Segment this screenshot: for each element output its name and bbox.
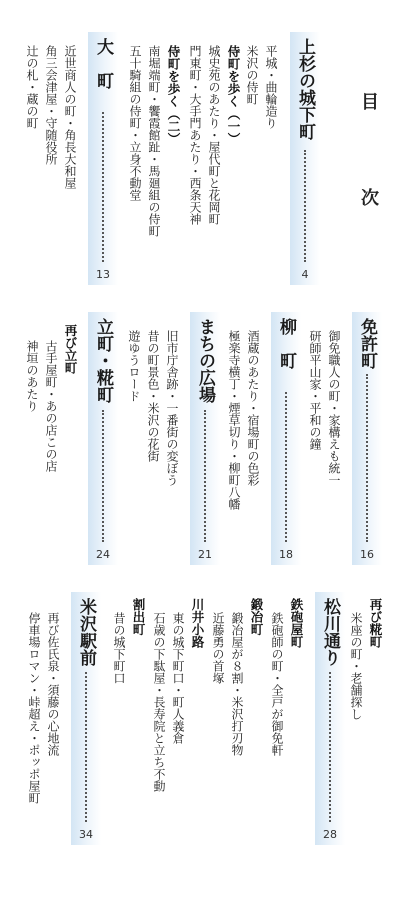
subsection-heading: 割出町	[131, 598, 146, 636]
list-item: 再び佐氏泉・須藤の心地流	[46, 612, 60, 756]
chapter-title: まちの広場	[195, 318, 215, 403]
list-item: 米沢の侍町	[245, 45, 259, 105]
chapter-title: 上杉の城下町	[295, 38, 315, 140]
subsection-heading: 鍛冶町	[249, 598, 264, 636]
list-item: 研師平山家・平和の鐘	[308, 330, 322, 450]
subsection-heading: 侍町を歩く（二）	[166, 45, 181, 145]
chapter-tatemachi[interactable]	[88, 312, 118, 565]
page-number: 18	[279, 548, 293, 561]
leader-dots	[366, 374, 368, 542]
chapter-title: 松川通り	[320, 598, 340, 666]
list-item: 近藤勇の首塚	[211, 612, 225, 684]
chapter-title: 大 町	[93, 38, 113, 89]
subsection-heading: 再び立町	[63, 324, 78, 374]
list-item: 城史苑のあたり・屋代町と花岡町	[207, 45, 221, 225]
chapter-matsukawa[interactable]	[315, 592, 345, 845]
chapter-machi[interactable]	[190, 312, 220, 565]
list-item: 門東町・大手門あたり・西条天神	[188, 45, 202, 225]
chapter-title: 免許町	[357, 318, 377, 369]
subsection-heading: 侍町を歩く（一）	[226, 45, 241, 145]
chapter-uesugi[interactable]	[290, 32, 320, 285]
list-item: 辻の札・蔵の町	[25, 45, 39, 129]
chapter-menkyo[interactable]	[352, 312, 382, 565]
leader-dots	[204, 410, 206, 542]
list-item: 遊ゆうロード	[127, 330, 141, 402]
list-item: 五十騎組の侍町・立身不動堂	[128, 45, 142, 201]
list-item: 昔の町景色・米沢の花街	[146, 330, 160, 462]
chapter-yanagi[interactable]	[271, 312, 301, 565]
chapter-title: 立町・糀町	[93, 318, 113, 403]
list-item: 停車場ロマン・峠超え・ポッポ屋町	[27, 612, 41, 804]
chapter-title: 米沢駅前	[76, 598, 96, 666]
list-item: 平城・曲輪造り	[264, 45, 278, 129]
subsection-heading: 鉄砲屋町	[289, 598, 304, 648]
page-number: 13	[96, 268, 110, 281]
chapter-oomachi[interactable]	[88, 32, 118, 285]
list-item: 石歳の下駄屋・長寿院と立ち不動	[152, 612, 166, 792]
list-item: 旧市庁舎跡・一番街の変ぼう	[165, 330, 179, 486]
list-item: 酒蔵のあたり・宿場町の色彩	[246, 330, 260, 486]
list-item: 極楽寺横丁・煙草切り・柳町八幡	[227, 330, 241, 510]
page-number: 24	[96, 548, 110, 561]
list-item: 鉄砲師の町・全戸が御免軒	[270, 612, 284, 756]
page-number: 21	[198, 548, 212, 561]
toc-title: 目 次	[358, 92, 379, 236]
list-item: 近世商人の町・角長大和屋	[63, 45, 77, 189]
page-number: 16	[360, 548, 374, 561]
list-item: 御免職人の町・家構えも統一	[327, 330, 341, 486]
leader-dots	[102, 112, 104, 262]
list-item: 昔の城下町口	[112, 612, 126, 684]
leader-dots	[329, 672, 331, 822]
list-item: 南堀端町・饗霞館趾・馬廻組の侍町	[147, 45, 161, 237]
leader-dots	[102, 410, 104, 542]
subsection-heading: 再び糀町	[368, 598, 383, 648]
leader-dots	[85, 672, 87, 822]
list-item: 米座の町・老舗探し	[349, 612, 363, 720]
page-number: 4	[301, 268, 309, 281]
page-number: 34	[79, 828, 93, 841]
list-item: 神垣のあたり	[25, 340, 39, 412]
subsection-heading: 川井小路	[190, 598, 205, 648]
chapter-title: 柳 町	[276, 318, 296, 369]
list-item: 東の城下町口・町人義倉	[171, 612, 185, 744]
list-item: 鍛冶屋が８割・米沢打刃物	[230, 612, 244, 756]
leader-dots	[304, 150, 306, 262]
list-item: 角三会津屋・守随役所	[44, 45, 58, 165]
leader-dots	[285, 392, 287, 542]
list-item: 古手屋町・あの店この店	[44, 340, 58, 472]
chapter-yonezawa[interactable]	[71, 592, 101, 845]
page-number: 28	[323, 828, 337, 841]
